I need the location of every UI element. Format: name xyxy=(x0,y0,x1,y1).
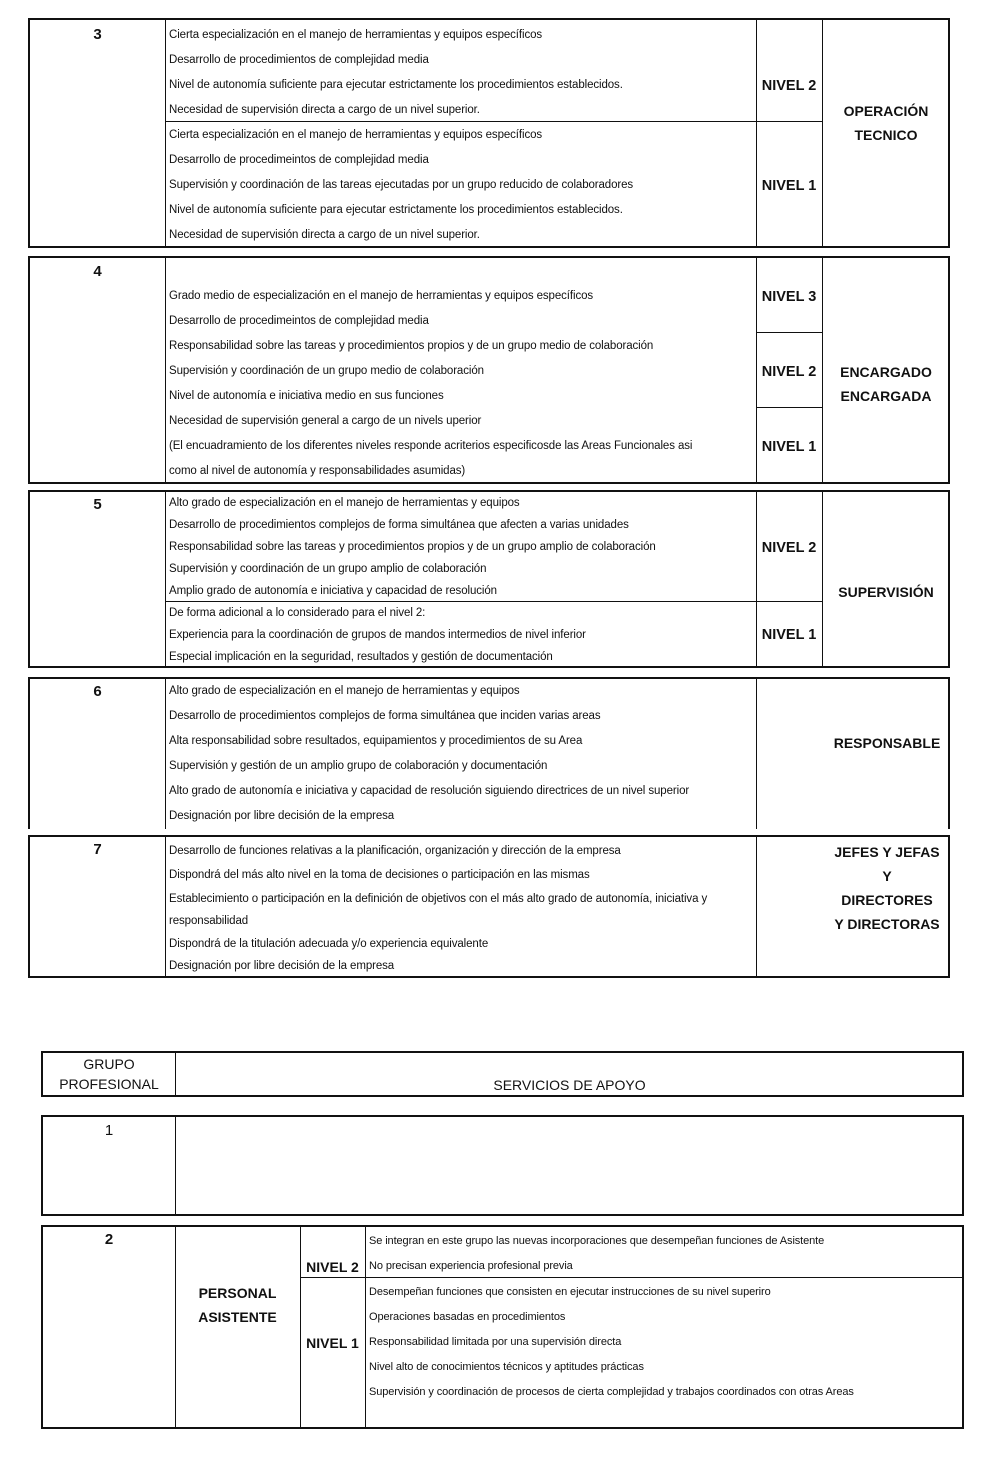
group-number: 6 xyxy=(93,683,102,700)
category-label: SUPERVISIÓN xyxy=(838,584,934,600)
description-line: Establecimiento o participación en la definición de objetivos con el más alto grado de autonomía, iniciativa y xyxy=(169,893,708,905)
group-number: 4 xyxy=(93,263,102,280)
description-line: Dispondrá de la titulación adecuada y/o experiencia equivalente xyxy=(169,938,489,950)
section-title: SERVICIOS DE APOYO xyxy=(493,1077,646,1093)
group-6-block xyxy=(28,677,950,829)
description-line: De forma adicional a lo considerado para el nivel 2: xyxy=(169,607,426,619)
description-line: (El encuadramiento de los diferentes niveles responde acriterios especificosde las Areas Funcionales asi xyxy=(169,440,693,452)
description-line: Cierta especialización en el manejo de herramientas y equipos específicos xyxy=(169,129,543,141)
group-number: 2 xyxy=(104,1231,114,1248)
description-line: como al nivel de autonomía y responsabilidades asumidas) xyxy=(169,465,466,477)
group-3-block xyxy=(28,18,950,248)
description-line: Grado medio de especialización en el manejo de herramientas y equipos específicos xyxy=(169,290,594,302)
description-line: responsabilidad xyxy=(169,915,249,927)
description-line: Amplio grado de autonomía e iniciativa y capacidad de resolución xyxy=(169,585,497,597)
category-label: OPERACIÓN TECNICO xyxy=(843,103,929,143)
description-line: Nivel alto de conocimientos técnicos y aptitudes prácticas xyxy=(369,1361,644,1373)
description-line: Nivel de autonomía e iniciativa medio en sus funciones xyxy=(169,390,444,402)
description-line: Alto grado de especialización en el manejo de herramientas y equipos xyxy=(169,497,520,509)
support-header xyxy=(41,1051,964,1097)
description-line: Especial implicación en la seguridad, resultados y gestión de documentación xyxy=(169,651,553,663)
level-label: NIVEL 1 xyxy=(306,1335,359,1351)
description-line: Alta responsabilidad sobre resultados, equipamientos y procedimientos de su Area xyxy=(169,735,583,747)
description-line: Se integran en este grupo las nuevas incorporaciones que desempeñan funciones de Asistente xyxy=(369,1235,825,1247)
category-label: JEFES Y JEFAS Y DIRECTORES Y DIRECTORAS xyxy=(834,844,940,932)
description-line: Necesidad de supervisión directa a cargo de un nivel superior. xyxy=(169,104,480,116)
level-label: NIVEL 2 xyxy=(306,1259,359,1275)
description-line: No precisan experiencia profesional previa xyxy=(369,1260,573,1272)
group-4-block xyxy=(28,256,950,484)
description-line: Supervisión y coordinación de procesos de cierta complejidad y trabajos coordinados con otras Areas xyxy=(369,1386,854,1398)
description-line: Supervisión y coordinación de un grupo amplio de colaboración xyxy=(169,563,487,575)
description-line: Designación por libre decisión de la empresa xyxy=(169,810,395,822)
description-line: Desarrollo de procedimientos complejos de forma simultánea que afecten a varias unidades xyxy=(169,519,629,531)
description-line: Supervisión y coordinación de las tareas ejecutadas por un grupo reducido de colaboradores xyxy=(169,179,634,191)
description-line: Cierta especialización en el manejo de herramientas y equipos específicos xyxy=(169,29,543,41)
description-line: Desarrollo de procedimientos de complejidad media xyxy=(169,54,429,66)
description-line: Responsabilidad sobre las tareas y procedimientos propios y de un grupo amplio de colaboración xyxy=(169,541,656,553)
level-label: NIVEL 1 xyxy=(761,439,817,455)
level-label: NIVEL 2 xyxy=(761,364,817,380)
group-7-block xyxy=(28,835,950,978)
group-number: 5 xyxy=(93,496,102,513)
support-group-1-block xyxy=(41,1115,964,1216)
description-line: Alto grado de autonomía e iniciativa y capacidad de resolución siguiendo directrices de un nivel superior xyxy=(169,785,690,797)
description-line: Supervisión y coordinación de un grupo medio de colaboración xyxy=(169,365,484,377)
description-line: Responsabilidad limitada por una supervisión directa xyxy=(369,1336,622,1348)
description-line: Necesidad de supervisión general a cargo de un nivels uperior xyxy=(169,415,482,427)
category-label: RESPONSABLE xyxy=(833,735,941,751)
description-line: Dispondrá del más alto nivel en la toma de decisiones o participación en las mismas xyxy=(169,869,590,881)
group-column-header: GRUPO PROFESIONAL xyxy=(59,1056,159,1092)
description-line: Desarrollo de procedimeintos de complejidad media xyxy=(169,315,429,327)
level-label: NIVEL 2 xyxy=(761,540,817,556)
description-line: Desarrollo de procedimeintos de complejidad media xyxy=(169,154,429,166)
description-line: Supervisión y gestión de un amplio grupo de colaboración y documentación xyxy=(169,760,548,772)
description-line: Nivel de autonomía suficiente para ejecutar estrictamente los procedimientos establecidos. xyxy=(169,79,623,91)
description-line: Responsabilidad sobre las tareas y procedimientos propios y de un grupo medio de colaboración xyxy=(169,340,654,352)
level-label: NIVEL 1 xyxy=(761,627,817,643)
description-line: Designación por libre decisión de la empresa xyxy=(169,960,395,972)
level-label: NIVEL 1 xyxy=(761,178,817,194)
description-line: Nivel de autonomía suficiente para ejecutar estrictamente los procedimientos establecidos. xyxy=(169,204,623,216)
level-label: NIVEL 3 xyxy=(761,289,817,305)
support-group-2-block xyxy=(41,1225,964,1429)
level-label: NIVEL 2 xyxy=(761,78,817,94)
category-label: PERSONAL ASISTENTE xyxy=(198,1285,277,1325)
group-number: 1 xyxy=(104,1122,114,1139)
group-number: 7 xyxy=(93,841,102,858)
description-line: Operaciones basadas en procedimientos xyxy=(369,1311,566,1323)
description-line: Alto grado de especialización en el manejo de herramientas y equipos xyxy=(169,685,520,697)
category-label: ENCARGADO ENCARGADA xyxy=(840,364,932,404)
group-number: 3 xyxy=(93,26,102,43)
group-5-block xyxy=(28,490,950,668)
description-line: Desempeñan funciones que consisten en ejecutar instrucciones de su nivel superiro xyxy=(369,1286,771,1298)
description-line: Necesidad de supervisión directa a cargo de un nivel superior. xyxy=(169,229,480,241)
description-line: Experiencia para la coordinación de grupos de mandos intermedios de nivel inferior xyxy=(169,629,586,641)
description-line: Desarrollo de procedimientos complejos de forma simultánea que inciden varias areas xyxy=(169,710,601,722)
description-line: Desarrollo de funciones relativas a la planificación, organización y dirección de la empresa xyxy=(169,845,621,857)
